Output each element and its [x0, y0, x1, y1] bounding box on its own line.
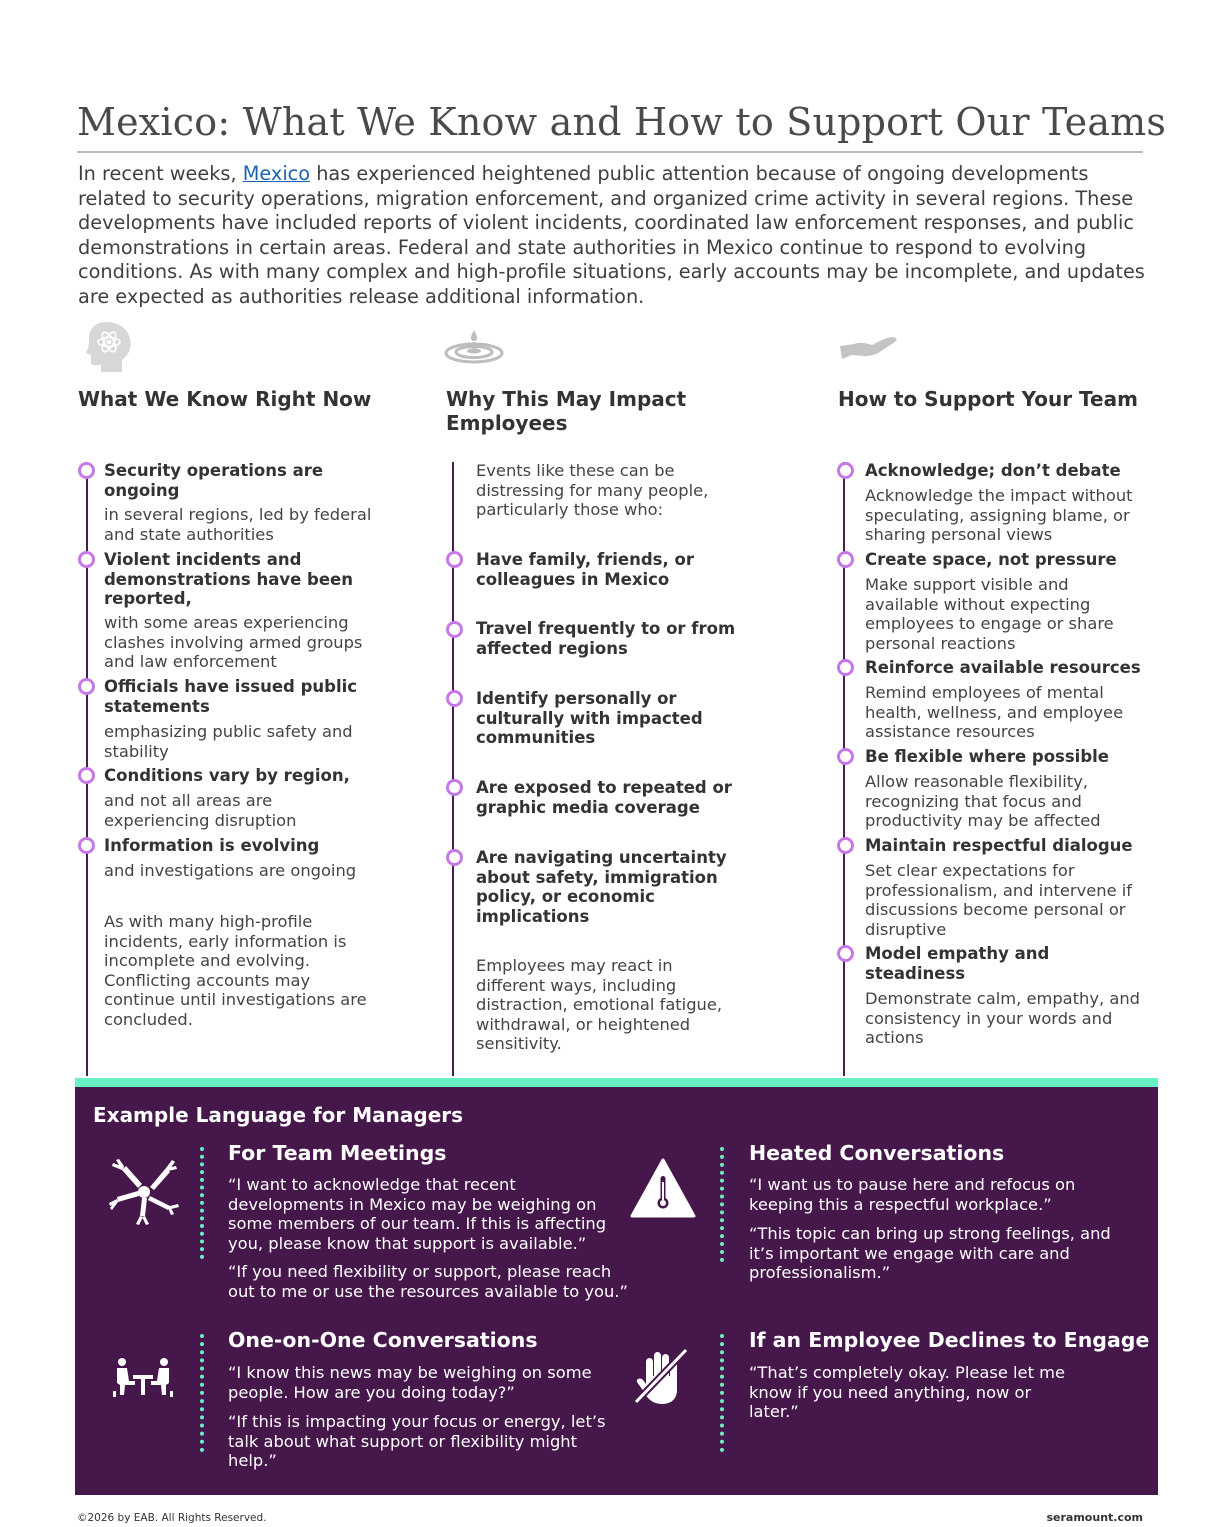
item-desc: in several regions, led by federal and state authorities [104, 505, 372, 544]
bullet-dot [837, 659, 854, 676]
item-title: Identify personally or culturally with impacted communities [476, 689, 703, 747]
example-language-accent-bar [75, 1078, 1158, 1087]
column-heading-why-impact: Why This May Impact Employees [446, 387, 687, 435]
example-quote: “If this is impacting your focus or energy, let’s talk about what support or flexibility might help.” [228, 1412, 606, 1470]
column-heading-how-to-support: How to Support Your Team [838, 387, 1138, 411]
hand-declined-icon [632, 1346, 690, 1406]
bullet-dot [78, 837, 95, 854]
bullet-dot [837, 462, 854, 479]
bullet-dot [446, 551, 463, 568]
column-2-lead: Events like these can be distressing for many people, particularly those who: [476, 461, 709, 519]
column-heading-what-we-know: What We Know Right Now [78, 387, 372, 411]
example-heading-team-meetings: For Team Meetings [228, 1141, 447, 1165]
item-title: Officials have issued public statements [104, 677, 358, 716]
dotted-separator [200, 1334, 204, 1452]
bullet-dot [837, 748, 854, 765]
bullet-dot [78, 551, 95, 568]
dotted-separator [720, 1334, 724, 1452]
one-on-one-meeting-icon [113, 1357, 173, 1397]
title-divider [77, 151, 1143, 153]
intro-after-link: has experienced heightened public attention because of ongoing developments related to security operations, migration enforcement, and organized crime activity in several regions. These developments have included reports of violent incidents, coordinated law enforcement responses, and public demonstrations in certain areas. Federal and state authorities in Mexico continue to respond to evolving conditions. As with many complex and high-profile situations, early accounts may be incomplete, and updates are expected as authorities release additional information. [78, 162, 1145, 308]
example-quote: “If you need flexibility or support, please reach out to me or use the resources available to you.” [228, 1262, 628, 1301]
item-title: Are exposed to repeated or graphic media coverage [476, 778, 732, 817]
helping-hand-icon [840, 336, 898, 360]
bullet-dot [837, 551, 854, 568]
item-title: Information is evolving [104, 836, 320, 855]
item-desc: Remind employees of mental health, wellness, and employee assistance resources [865, 683, 1124, 741]
example-language-heading: Example Language for Managers [93, 1103, 464, 1127]
item-desc: Make support visible and available without expecting employees to engage or share personal reactions [865, 575, 1114, 653]
item-title: Reinforce available resources [865, 658, 1141, 677]
bullet-dot [78, 678, 95, 695]
item-title: Create space, not pressure [865, 550, 1117, 569]
team-hands-icon [108, 1158, 180, 1226]
item-title: Are navigating uncertainty about safety, immigration policy, or economic implications [476, 848, 727, 926]
item-desc: and not all areas are experiencing disruption [104, 791, 297, 830]
warning-thermometer-icon [630, 1158, 696, 1218]
item-desc: Demonstrate calm, empathy, and consistency in your words and actions [865, 989, 1140, 1047]
example-quote: “I know this news may be weighing on some people. How are you doing today?” [228, 1363, 592, 1402]
bullet-dot [837, 837, 854, 854]
copyright: ©2026 by EAB. All Rights Reserved. [77, 1512, 267, 1524]
item-title: Security operations are ongoing [104, 461, 324, 500]
item-title: Be flexible where possible [865, 747, 1109, 766]
example-heading-heated-conversations: Heated Conversations [749, 1141, 1005, 1165]
mexico-link[interactable]: Mexico [242, 162, 311, 185]
bullet-dot [837, 945, 854, 962]
head-atom-icon [86, 320, 132, 372]
item-title: Acknowledge; don’t debate [865, 461, 1121, 480]
dotted-separator [720, 1147, 724, 1262]
item-title: Travel frequently to or from affected regions [476, 619, 736, 658]
site-name: seramount.com [1046, 1511, 1143, 1524]
bullet-dot [446, 690, 463, 707]
item-title: Conditions vary by region, [104, 766, 350, 785]
example-heading-declines-to-engage: If an Employee Declines to Engage [749, 1328, 1150, 1352]
dotted-separator [200, 1147, 204, 1259]
column-1-closing: As with many high-profile incidents, early information is incomplete and evolving. Conflicting accounts may continue until investigations are concluded. [104, 912, 367, 1029]
column-2-closing: Employees may react in different ways, including distraction, emotional fatigue, withdrawal, or heightened sensitivity. [476, 956, 723, 1053]
example-heading-one-on-one: One-on-One Conversations [228, 1328, 538, 1352]
bullet-dot [78, 462, 95, 479]
bullet-dot [446, 621, 463, 638]
example-quote: “I want us to pause here and refocus on keeping this a respectful workplace.” [749, 1175, 1076, 1214]
item-title: Have family, friends, or colleagues in Mexico [476, 550, 694, 589]
item-title: Violent incidents and demonstrations have been reported, [104, 550, 353, 608]
bullet-dot [78, 767, 95, 784]
bullet-dot [446, 779, 463, 796]
item-desc: with some areas experiencing clashes involving armed groups and law enforcement [104, 613, 363, 671]
example-quote: “I want to acknowledge that recent developments in Mexico may be weighing on some members of our team. If this is affecting you, please know that support is available.” [228, 1175, 607, 1253]
example-quote: “That’s completely okay. Please let me know if you need anything, now or later.” [749, 1363, 1066, 1421]
page-title: Mexico: What We Know and How to Support Our Teams [77, 100, 1167, 144]
item-desc: and investigations are ongoing [104, 861, 357, 880]
item-desc: emphasizing public safety and stability [104, 722, 353, 761]
item-desc: Acknowledge the impact without speculating, assigning blame, or sharing personal views [865, 486, 1133, 544]
bullet-dot [446, 849, 463, 866]
item-title: Model empathy and steadiness [865, 944, 1050, 983]
example-quote: “This topic can bring up strong feelings, and it’s important we engage with care and professionalism.” [749, 1224, 1111, 1282]
item-desc: Set clear expectations for professionalism, and intervene if discussions become personal or disruptive [865, 861, 1133, 939]
item-title: Maintain respectful dialogue [865, 836, 1133, 855]
water-ripple-icon [444, 330, 504, 364]
item-desc: Allow reasonable flexibility, recognizing that focus and productivity may be affected [865, 772, 1101, 830]
intro-before-link: In recent weeks, [78, 162, 243, 185]
intro-paragraph [78, 162, 1148, 309]
